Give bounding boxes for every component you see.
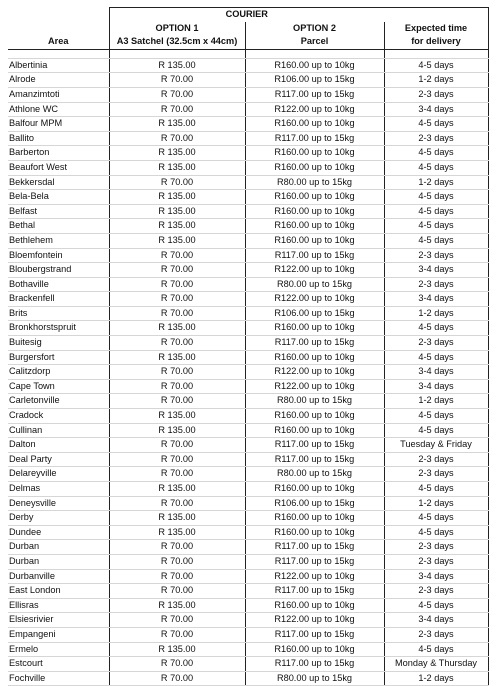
area-cell: Cullinan [8, 423, 109, 438]
area-cell: Brackenfell [8, 292, 109, 307]
area-cell: Elsiesrivier [8, 613, 109, 628]
table-row [8, 58, 488, 73]
spacer-row [8, 49, 488, 58]
table-row [8, 613, 488, 628]
area-cell: Bloemfontein [8, 248, 109, 263]
option1-price-cell: R 135.00 [109, 511, 245, 526]
option1-price-cell: R 70.00 [109, 292, 245, 307]
option2-price-cell: R160.00 up to 10kg [245, 598, 384, 613]
delivery-time-cell: 4-5 days [384, 204, 488, 219]
area-cell: Carletonville [8, 394, 109, 409]
delivery-time-cell: Monday & Thursday [384, 657, 488, 672]
delivery-time-cell: 3-4 days [384, 569, 488, 584]
table-row [8, 438, 488, 453]
option1-price-cell: R 70.00 [109, 277, 245, 292]
option2-price-cell: R117.00 up to 15kg [245, 657, 384, 672]
option2-price-cell: R160.00 up to 10kg [245, 321, 384, 336]
header-row-3 [8, 35, 488, 49]
area-cell: Empangeni [8, 627, 109, 642]
table-row [8, 657, 488, 672]
table-row [8, 394, 488, 409]
option1-price-cell: R 135.00 [109, 642, 245, 657]
table-row [8, 409, 488, 424]
option2-price-cell: R117.00 up to 15kg [245, 452, 384, 467]
delivery-time-cell: 4-5 days [384, 117, 488, 132]
delivery-time-cell: 4-5 days [384, 321, 488, 336]
option1-price-cell: R 70.00 [109, 131, 245, 146]
option2-price-cell: R117.00 up to 15kg [245, 554, 384, 569]
delivery-time-cell: 1-2 days [384, 496, 488, 511]
table-row [8, 263, 488, 278]
option2-price-cell: R160.00 up to 10kg [245, 525, 384, 540]
option1-price-cell: R 70.00 [109, 496, 245, 511]
option1-price-cell: R 70.00 [109, 306, 245, 321]
delivery-time-cell: 2-3 days [384, 87, 488, 102]
delivery-time-cell: 2-3 days [384, 248, 488, 263]
delivery-time-cell: 4-5 days [384, 525, 488, 540]
option1-price-cell: R 70.00 [109, 248, 245, 263]
area-cell: Cradock [8, 409, 109, 424]
option1-header: OPTION 1 [109, 22, 245, 36]
option1-price-cell: R 70.00 [109, 657, 245, 672]
delivery-time-cell: 2-3 days [384, 277, 488, 292]
area-cell: Bethlehem [8, 233, 109, 248]
table-row [8, 219, 488, 234]
option1-price-cell: R 70.00 [109, 584, 245, 599]
delivery-time-cell: 4-5 days [384, 219, 488, 234]
table-row [8, 146, 488, 161]
table-row [8, 73, 488, 88]
area-cell: Belfast [8, 204, 109, 219]
delivery-time-cell: 4-5 days [384, 58, 488, 73]
header-blank-cell-right [384, 8, 488, 22]
delivery-time-cell: 2-3 days [384, 131, 488, 146]
area-cell: Buitesig [8, 336, 109, 351]
delivery-time-cell: 4-5 days [384, 423, 488, 438]
delivery-time-cell: 2-3 days [384, 540, 488, 555]
delivery-time-cell: 4-5 days [384, 350, 488, 365]
option2-price-cell: R160.00 up to 10kg [245, 350, 384, 365]
option2-price-cell: R160.00 up to 10kg [245, 146, 384, 161]
area-cell: Brits [8, 306, 109, 321]
option2-price-cell: R117.00 up to 15kg [245, 627, 384, 642]
area-cell: Burgersfort [8, 350, 109, 365]
area-cell: Calitzdorp [8, 365, 109, 380]
area-cell: Cape Town [8, 379, 109, 394]
option1-price-cell: R 70.00 [109, 627, 245, 642]
option1-price-cell: R 70.00 [109, 671, 245, 686]
table-row [8, 467, 488, 482]
option1-price-cell: R 135.00 [109, 160, 245, 175]
option2-price-cell: R117.00 up to 15kg [245, 438, 384, 453]
delivery-time-cell: 3-4 days [384, 263, 488, 278]
area-cell: Bloubergstrand [8, 263, 109, 278]
table-row [8, 336, 488, 351]
table-row [8, 175, 488, 190]
option2-price-cell: R160.00 up to 10kg [245, 409, 384, 424]
area-cell: Alrode [8, 73, 109, 88]
option2-price-cell: R117.00 up to 15kg [245, 87, 384, 102]
area-cell: Delareyville [8, 467, 109, 482]
option2-price-cell: R117.00 up to 15kg [245, 584, 384, 599]
option2-price-cell: R160.00 up to 10kg [245, 190, 384, 205]
option1-price-cell: R 135.00 [109, 58, 245, 73]
table-row [8, 423, 488, 438]
table-row [8, 204, 488, 219]
table-row [8, 102, 488, 117]
option1-price-cell: R 135.00 [109, 146, 245, 161]
option2-price-cell: R122.00 up to 10kg [245, 365, 384, 380]
table-row [8, 598, 488, 613]
option1-price-cell: R 70.00 [109, 73, 245, 88]
option2-price-cell: R160.00 up to 10kg [245, 160, 384, 175]
option2-price-cell: R160.00 up to 10kg [245, 511, 384, 526]
delivery-time-cell: 1-2 days [384, 671, 488, 686]
table-row [8, 190, 488, 205]
table-row [8, 292, 488, 307]
option2-price-cell: R117.00 up to 15kg [245, 336, 384, 351]
table-row [8, 117, 488, 132]
option1-price-cell: R 70.00 [109, 554, 245, 569]
area-cell: Ballito [8, 131, 109, 146]
table-row [8, 233, 488, 248]
option2-price-cell: R80.00 up to 15kg [245, 175, 384, 190]
table-row [8, 569, 488, 584]
area-cell: Ellisras [8, 598, 109, 613]
area-cell: Durbanville [8, 569, 109, 584]
delivery-time-cell: Tuesday & Friday [384, 438, 488, 453]
option2-price-cell: R160.00 up to 10kg [245, 117, 384, 132]
option2-price-cell: R160.00 up to 10kg [245, 423, 384, 438]
option1-price-cell: R 135.00 [109, 423, 245, 438]
option1-price-cell: R 70.00 [109, 438, 245, 453]
area-cell: Dalton [8, 438, 109, 453]
area-cell: Fochville [8, 671, 109, 686]
option2-price-cell: R117.00 up to 15kg [245, 540, 384, 555]
option2-price-cell: R80.00 up to 15kg [245, 394, 384, 409]
area-cell: Durban [8, 554, 109, 569]
area-cell: Balfour MPM [8, 117, 109, 132]
table-row [8, 365, 488, 380]
area-cell: Amanzimtoti [8, 87, 109, 102]
option1-price-cell: R 70.00 [109, 263, 245, 278]
option2-price-cell: R106.00 up to 15kg [245, 73, 384, 88]
area-cell: Deneysville [8, 496, 109, 511]
header-blank-cell-2 [8, 22, 109, 36]
delivery-time-cell: 3-4 days [384, 292, 488, 307]
option1-price-cell: R 70.00 [109, 394, 245, 409]
delivery-time-cell: 3-4 days [384, 379, 488, 394]
a3-satchel-header: A3 Satchel (32.5cm x 44cm) [109, 35, 245, 49]
option1-price-cell: R 135.00 [109, 321, 245, 336]
area-cell: Athlone WC [8, 102, 109, 117]
option1-price-cell: R 135.00 [109, 350, 245, 365]
table-row [8, 87, 488, 102]
header-row-1 [8, 8, 488, 22]
delivery-time-cell: 2-3 days [384, 467, 488, 482]
table-row [8, 525, 488, 540]
area-cell: Bethal [8, 219, 109, 234]
table-row [8, 540, 488, 555]
area-cell: Barberton [8, 146, 109, 161]
for-delivery-header: for delivery [384, 35, 488, 49]
option1-price-cell: R 135.00 [109, 525, 245, 540]
option2-price-cell: R160.00 up to 10kg [245, 482, 384, 497]
header-blank-cell [8, 8, 109, 22]
table-row [8, 671, 488, 686]
option1-price-cell: R 135.00 [109, 233, 245, 248]
area-header: Area [8, 35, 109, 49]
area-cell: Dundee [8, 525, 109, 540]
table-row [8, 379, 488, 394]
delivery-time-cell: 1-2 days [384, 394, 488, 409]
delivery-time-cell: 4-5 days [384, 642, 488, 657]
expected-time-header: Expected time [384, 22, 488, 36]
delivery-time-cell: 2-3 days [384, 554, 488, 569]
delivery-time-cell: 3-4 days [384, 365, 488, 380]
table-row [8, 160, 488, 175]
option1-price-cell: R 70.00 [109, 365, 245, 380]
area-cell: Deal Party [8, 452, 109, 467]
option2-price-cell: R80.00 up to 15kg [245, 671, 384, 686]
table-row [8, 584, 488, 599]
table-row [8, 554, 488, 569]
parcel-header: Parcel [245, 35, 384, 49]
option2-price-cell: R80.00 up to 15kg [245, 277, 384, 292]
option1-price-cell: R 70.00 [109, 175, 245, 190]
option1-price-cell: R 135.00 [109, 204, 245, 219]
option2-price-cell: R160.00 up to 10kg [245, 642, 384, 657]
courier-header: COURIER [109, 8, 384, 22]
table-row [8, 452, 488, 467]
option2-price-cell: R80.00 up to 15kg [245, 467, 384, 482]
delivery-time-cell: 4-5 days [384, 598, 488, 613]
area-cell: Bronkhorstspruit [8, 321, 109, 336]
delivery-time-cell: 4-5 days [384, 146, 488, 161]
option2-price-cell: R106.00 up to 15kg [245, 306, 384, 321]
option2-price-cell: R122.00 up to 10kg [245, 569, 384, 584]
option1-price-cell: R 70.00 [109, 452, 245, 467]
courier-rates-table [8, 7, 489, 686]
table-row [8, 627, 488, 642]
area-cell: Estcourt [8, 657, 109, 672]
option1-price-cell: R 70.00 [109, 569, 245, 584]
option2-price-cell: R160.00 up to 10kg [245, 58, 384, 73]
area-cell: Derby [8, 511, 109, 526]
area-cell: Delmas [8, 482, 109, 497]
option1-price-cell: R 135.00 [109, 409, 245, 424]
area-cell: Bothaville [8, 277, 109, 292]
area-cell: East London [8, 584, 109, 599]
area-cell: Durban [8, 540, 109, 555]
option2-price-cell: R117.00 up to 15kg [245, 248, 384, 263]
table-row [8, 321, 488, 336]
delivery-time-cell: 4-5 days [384, 160, 488, 175]
option2-price-cell: R122.00 up to 10kg [245, 379, 384, 394]
delivery-time-cell: 4-5 days [384, 409, 488, 424]
table-row [8, 511, 488, 526]
delivery-time-cell: 2-3 days [384, 584, 488, 599]
area-cell: Bela-Bela [8, 190, 109, 205]
table-row [8, 482, 488, 497]
delivery-time-cell: 4-5 days [384, 511, 488, 526]
option1-price-cell: R 135.00 [109, 190, 245, 205]
delivery-time-cell: 2-3 days [384, 627, 488, 642]
delivery-time-cell: 1-2 days [384, 175, 488, 190]
delivery-time-cell: 2-3 days [384, 452, 488, 467]
option2-price-cell: R122.00 up to 10kg [245, 613, 384, 628]
option1-price-cell: R 70.00 [109, 467, 245, 482]
option2-price-cell: R122.00 up to 10kg [245, 292, 384, 307]
option1-price-cell: R 70.00 [109, 336, 245, 351]
table-row [8, 642, 488, 657]
area-cell: Albertinia [8, 58, 109, 73]
option1-price-cell: R 135.00 [109, 598, 245, 613]
option1-price-cell: R 70.00 [109, 379, 245, 394]
table-row [8, 248, 488, 263]
table-row [8, 277, 488, 292]
delivery-time-cell: 1-2 days [384, 73, 488, 88]
delivery-time-cell: 4-5 days [384, 482, 488, 497]
delivery-time-cell: 3-4 days [384, 102, 488, 117]
option1-price-cell: R 70.00 [109, 102, 245, 117]
delivery-time-cell: 4-5 days [384, 190, 488, 205]
delivery-time-cell: 1-2 days [384, 306, 488, 321]
area-cell: Ermelo [8, 642, 109, 657]
option2-price-cell: R117.00 up to 15kg [245, 131, 384, 146]
option2-header: OPTION 2 [245, 22, 384, 36]
option1-price-cell: R 135.00 [109, 482, 245, 497]
table-row [8, 131, 488, 146]
delivery-time-cell: 4-5 days [384, 233, 488, 248]
option1-price-cell: R 135.00 [109, 219, 245, 234]
delivery-time-cell: 2-3 days [384, 336, 488, 351]
delivery-time-cell: 3-4 days [384, 613, 488, 628]
area-cell: Beaufort West [8, 160, 109, 175]
option1-price-cell: R 70.00 [109, 87, 245, 102]
area-cell: Bekkersdal [8, 175, 109, 190]
option2-price-cell: R122.00 up to 10kg [245, 102, 384, 117]
table-row [8, 350, 488, 365]
header-row-2 [8, 22, 488, 36]
table-row [8, 306, 488, 321]
option1-price-cell: R 135.00 [109, 117, 245, 132]
option2-price-cell: R106.00 up to 15kg [245, 496, 384, 511]
option1-price-cell: R 70.00 [109, 613, 245, 628]
option2-price-cell: R160.00 up to 10kg [245, 219, 384, 234]
table-row [8, 496, 488, 511]
option2-price-cell: R122.00 up to 10kg [245, 263, 384, 278]
option2-price-cell: R160.00 up to 10kg [245, 204, 384, 219]
option2-price-cell: R160.00 up to 10kg [245, 233, 384, 248]
option1-price-cell: R 70.00 [109, 540, 245, 555]
